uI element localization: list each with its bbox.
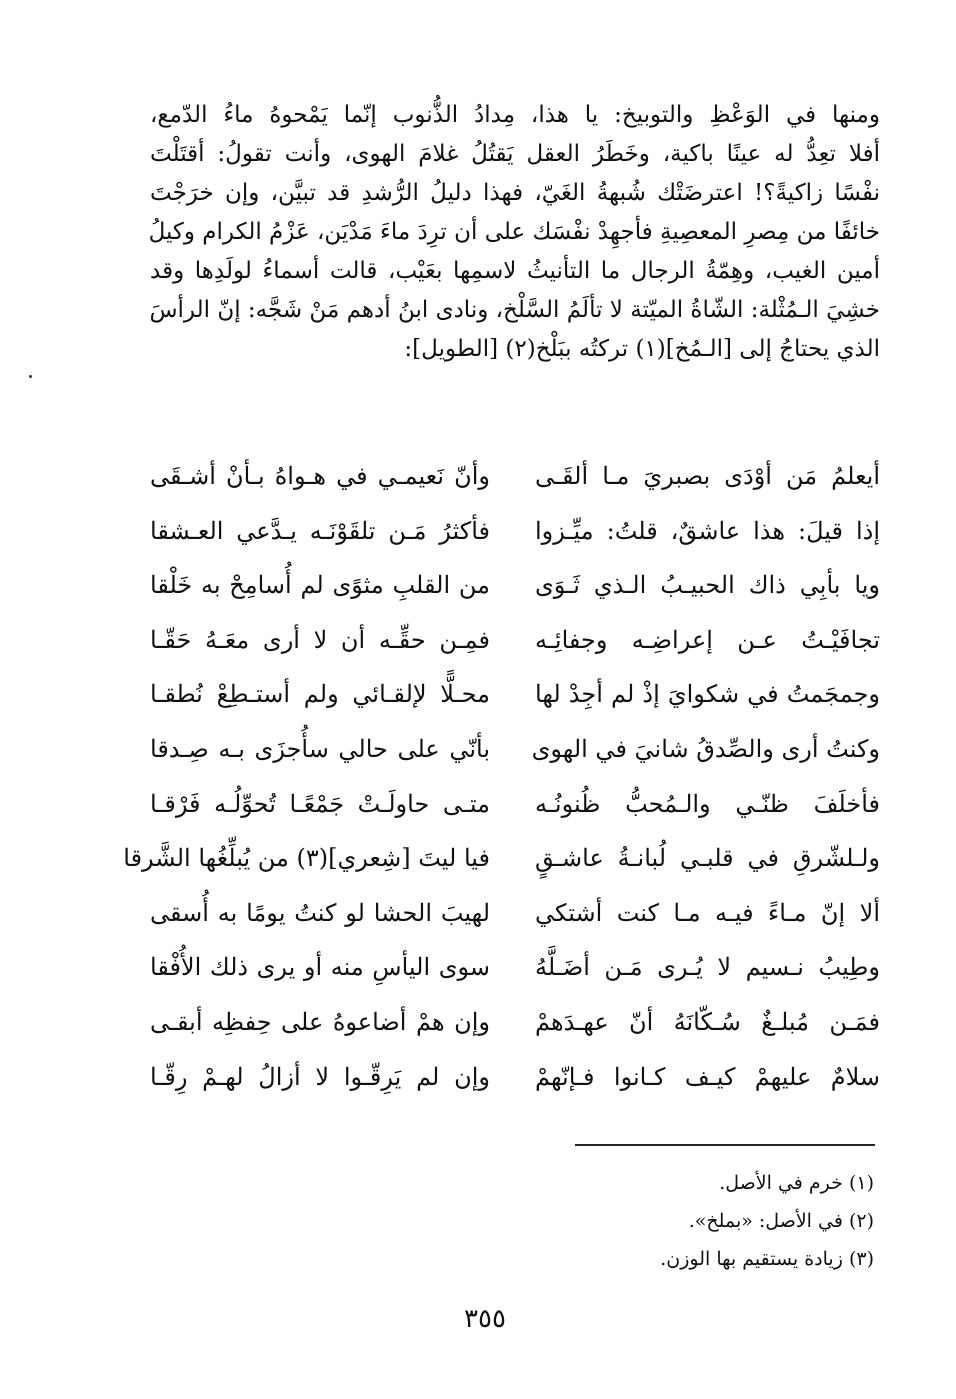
- prose-line: خشِيَ الـمُثْلة: الشّاةُ الميّتة لا تألَمُ السَّلْخ، ونادى ابنُ أدهم مَنْ شَجَّه: إنّ الرأسَ: [149, 297, 880, 323]
- verse-second-hemistich: فيا ليتَ [شِعري](٣) من يُبلِّغُها الشَّرقا: [123, 844, 490, 873]
- prose-paragraph: [150, 96, 880, 369]
- footnote: (٢) في الأصل: «بملخ».: [688, 1210, 874, 1232]
- verse: [150, 1059, 880, 1114]
- verse-second-hemistich: محـلًّا لإلقـائي ولم أستـطِعْ نُطقـا: [150, 680, 490, 709]
- verse: [150, 949, 880, 1004]
- verse-second-hemistich: فمِـن حقِّـه أن لا أرى معَـهُ حَقّـا: [150, 625, 490, 654]
- verse: [150, 513, 880, 568]
- footnotes: [660, 1164, 874, 1278]
- verse-second-hemistich: وإن لم يَرِقّـوا لا أزالُ لهـمْ رِقّـا: [150, 1062, 490, 1091]
- verse-second-hemistich: وأنّ نَعيمـي في هـواهُ بـأنْ أشـقَى: [150, 462, 490, 490]
- verse-second-hemistich: سوى اليأسِ منه أو يرى ذلك الأُفْقا: [150, 953, 490, 982]
- verse-first-hemistich: وجمجَمتُ في شكوايَ إذْ لم أجِدْ لها: [535, 680, 880, 709]
- verse: [150, 1004, 880, 1059]
- footnote: (٣) زيادة يستقيم بها الوزن.: [660, 1248, 874, 1270]
- verse-first-hemistich: ويا بأبِي ذاك الحبيـبُ الـذي ثَـوَى: [535, 571, 880, 600]
- verse: [150, 895, 880, 950]
- verse: [150, 567, 880, 622]
- verse-first-hemistich: ألا إنّ مـاءً فيـه مـا كنت أشتكي: [535, 898, 880, 927]
- verse-first-hemistich: فأخلَفَ ظنّـي والـمُحبُّ ظُنونُـه: [535, 789, 880, 818]
- verse-second-hemistich: من القلبِ مثوًى لم أُسامِحْ به خَلْقا: [150, 571, 490, 600]
- margin-dot: [29, 375, 32, 378]
- verse-first-hemistich: فمَـن مُبلـغٌ سُـكّانَهُ أنّ عهـدَهمْ: [535, 1007, 880, 1036]
- page-number: ٣٥٥: [464, 1304, 506, 1334]
- prose-line: خائفًا من مِصرِ المعصِيةِ فأجهِدْ نفْسَك على أن ترِدَ ماءَ مَدْيَن، عَزْمُ الكرام وكيلُ: [148, 219, 880, 245]
- verse-first-hemistich: أيعلمُ مَن أوْدَى بصبريَ مـا ألقَـى: [535, 462, 880, 490]
- footnote: (١) خرم في الأصل.: [719, 1172, 874, 1194]
- verse: [150, 622, 880, 677]
- verse: [150, 731, 880, 786]
- verse-second-hemistich: فأكثرُ مَـن تلقَوْنَـه يـدَّعي العـشقا: [150, 516, 490, 545]
- prose-line: الذي يحتاجُ إلى [الـمُخ](١) تركتُه ببَلْخ(٢) [الطويل]:: [404, 336, 880, 362]
- verse-first-hemistich: سلامٌ عليهمْ كيـف كـانوا فـإنّهمْ: [535, 1062, 880, 1091]
- prose-line: نفْسًا زاكيةً؟! اعترضَتْك شُبهةُ الغَيّ، فهذا دليلُ الرُّشدِ قد تبيَّن، وإن خرَجْتَ: [150, 180, 880, 206]
- verse-first-hemistich: تجافَيْـتُ عـن إعراضِـه وجفائِـه: [535, 625, 880, 654]
- verse-second-hemistich: متـى حاولَـتْ جَمْعًـا تُحوِّلُـه فَرْقـا: [150, 789, 490, 818]
- prose-line: ومنها في الوَعْظِ والتوبيخ: يا هذا، مِدادُ الذُّنوب إنّما يَمْحوهُ ماءُ الدّمع،: [150, 102, 880, 128]
- verse-second-hemistich: وإن همْ أضاعوهُ على حِفظِه أبقـى: [150, 1007, 490, 1036]
- verse: [150, 786, 880, 841]
- prose-line: أفلا تعِدُّ له عينًا باكية، وخَطَرُ العقل يَقتُلُ غلامَ الهوى، وأنت تقولُ: أقتَلْتَ: [150, 141, 880, 167]
- verse-first-hemistich: ولـلشّرقِ في قلبـي لُبانـةُ عاشـقٍ: [535, 844, 880, 873]
- verse-first-hemistich: وكنتُ أرى والصِّدقُ شانيَ في الهوى: [531, 734, 880, 763]
- verse: [123, 840, 880, 895]
- verse: [150, 676, 880, 731]
- prose-line: أمين الغيب، وهِمّةُ الرجال ما التأنيثُ لاسمِها بعَيْب، قالت أسماءُ لولَدِها وقد: [150, 258, 880, 284]
- footnote-divider: [575, 1144, 875, 1146]
- verse-second-hemistich: بأنّي على حالي سأُجزَى بـه صِـدقا: [150, 734, 490, 763]
- verse-first-hemistich: وطِيبُ نـسيم لا يُـرى مَـن أضَـلَّهُ: [535, 953, 880, 982]
- verse-first-hemistich: إذا قيلَ: هذا عاشقٌ، قلتُ: ميِّـزوا: [535, 516, 880, 545]
- poem: [123, 458, 880, 1113]
- verse-second-hemistich: لهيبَ الحشا لو كنتُ يومًا به أُسقى: [150, 898, 490, 927]
- verse: [150, 458, 880, 513]
